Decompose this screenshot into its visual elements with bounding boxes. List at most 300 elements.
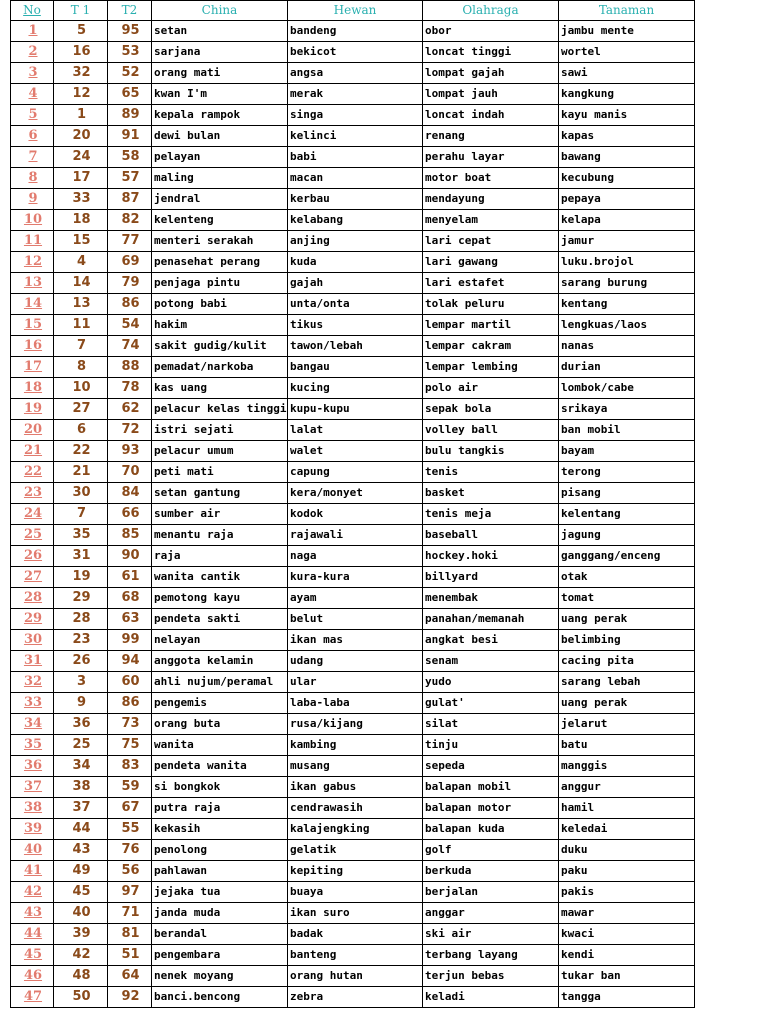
row-number-link[interactable]: 7 [28, 149, 38, 164]
cell-olahraga: keladi [423, 987, 559, 1008]
cell-tanaman: kapas [559, 126, 695, 147]
cell-tanaman: luku.brojol [559, 252, 695, 273]
cell-china: pendeta wanita [152, 756, 288, 777]
cell-no [11, 189, 54, 210]
header-no: No [11, 1, 54, 21]
table-row [11, 903, 695, 924]
cell-hewan: bekicot [288, 42, 423, 63]
cell-china: penasehat perang [152, 252, 288, 273]
cell-t1: 44 [54, 819, 108, 840]
cell-t2: 58 [108, 147, 152, 168]
cell-hewan: singa [288, 105, 423, 126]
row-number-link[interactable]: 18 [23, 380, 43, 395]
cell-tanaman: sawi [559, 63, 695, 84]
table-row [11, 924, 695, 945]
cell-no [11, 462, 54, 483]
cell-china: menteri serakah [152, 231, 288, 252]
cell-olahraga: berkuda [423, 861, 559, 882]
cell-olahraga: lompat jauh [423, 84, 559, 105]
table-row [11, 168, 695, 189]
cell-t2: 59 [108, 777, 152, 798]
cell-hewan: kelabang [288, 210, 423, 231]
cell-olahraga: ski air [423, 924, 559, 945]
cell-olahraga: tenis meja [423, 504, 559, 525]
cell-hewan: tikus [288, 315, 423, 336]
cell-hewan: kelinci [288, 126, 423, 147]
cell-no [11, 105, 54, 126]
cell-tanaman: lombok/cabe [559, 378, 695, 399]
cell-tanaman: mawar [559, 903, 695, 924]
row-number-link[interactable]: 43 [23, 905, 43, 920]
table-row [11, 777, 695, 798]
row-number-link[interactable]: 6 [28, 128, 38, 143]
cell-no [11, 504, 54, 525]
cell-china: kas uang [152, 378, 288, 399]
row-number-link[interactable]: 35 [23, 737, 43, 752]
cell-china: putra raja [152, 798, 288, 819]
cell-no [11, 294, 54, 315]
cell-china: pengembara [152, 945, 288, 966]
cell-no [11, 756, 54, 777]
cell-t1: 10 [54, 378, 108, 399]
table-row [11, 714, 695, 735]
row-number-link[interactable]: 47 [23, 989, 43, 1004]
cell-tanaman: jagung [559, 525, 695, 546]
cell-no [11, 126, 54, 147]
row-number-link[interactable]: 5 [28, 107, 38, 122]
cell-hewan: babi [288, 147, 423, 168]
cell-no [11, 273, 54, 294]
cell-t1: 40 [54, 903, 108, 924]
cell-hewan: cendrawasih [288, 798, 423, 819]
cell-china: wanita [152, 735, 288, 756]
cell-olahraga: sepak bola [423, 399, 559, 420]
table-row [11, 84, 695, 105]
table-row [11, 945, 695, 966]
cell-hewan: capung [288, 462, 423, 483]
cell-china: menantu raja [152, 525, 288, 546]
cell-tanaman: pisang [559, 483, 695, 504]
cell-china: potong babi [152, 294, 288, 315]
table-row [11, 294, 695, 315]
cell-china: peti mati [152, 462, 288, 483]
cell-hewan: badak [288, 924, 423, 945]
cell-no [11, 63, 54, 84]
cell-hewan: kambing [288, 735, 423, 756]
table-row [11, 861, 695, 882]
cell-hewan: rajawali [288, 525, 423, 546]
cell-china: pendeta sakti [152, 609, 288, 630]
row-number-link[interactable]: 29 [23, 611, 43, 626]
cell-t1: 38 [54, 777, 108, 798]
cell-hewan: anjing [288, 231, 423, 252]
number-table [10, 0, 695, 1008]
cell-tanaman: durian [559, 357, 695, 378]
cell-china: jejaka tua [152, 882, 288, 903]
cell-t2: 61 [108, 567, 152, 588]
table-row [11, 462, 695, 483]
cell-tanaman: cacing pita [559, 651, 695, 672]
cell-olahraga: obor [423, 21, 559, 42]
cell-china: sarjana [152, 42, 288, 63]
cell-olahraga: berjalan [423, 882, 559, 903]
header-china: China [152, 1, 288, 21]
cell-china: orang mati [152, 63, 288, 84]
cell-t2: 89 [108, 105, 152, 126]
header-hewan: Hewan [288, 1, 423, 21]
cell-olahraga: silat [423, 714, 559, 735]
cell-china: anggota kelamin [152, 651, 288, 672]
cell-t1: 17 [54, 168, 108, 189]
row-number-link[interactable]: 2 [28, 44, 38, 59]
cell-olahraga: golf [423, 840, 559, 861]
cell-china: hakim [152, 315, 288, 336]
table-row [11, 21, 695, 42]
table-row [11, 378, 695, 399]
cell-olahraga: lempar cakram [423, 336, 559, 357]
cell-no [11, 42, 54, 63]
cell-t1: 9 [54, 693, 108, 714]
cell-hewan: kupu-kupu [288, 399, 423, 420]
row-number-link[interactable]: 13 [23, 275, 43, 290]
cell-china: setan gantung [152, 483, 288, 504]
cell-t2: 97 [108, 882, 152, 903]
cell-hewan: ikan gabus [288, 777, 423, 798]
cell-olahraga: lempar lembing [423, 357, 559, 378]
row-number-link[interactable]: 16 [23, 338, 43, 353]
cell-tanaman: kangkung [559, 84, 695, 105]
table-row [11, 231, 695, 252]
cell-t2: 72 [108, 420, 152, 441]
header-t1: T 1 [54, 1, 108, 21]
table-row [11, 651, 695, 672]
cell-t1: 22 [54, 441, 108, 462]
cell-china: pengemis [152, 693, 288, 714]
table-row [11, 525, 695, 546]
cell-hewan: walet [288, 441, 423, 462]
cell-no [11, 336, 54, 357]
cell-t2: 60 [108, 672, 152, 693]
cell-t1: 26 [54, 651, 108, 672]
cell-no [11, 651, 54, 672]
row-number-link[interactable]: 10 [23, 212, 43, 227]
cell-no [11, 903, 54, 924]
cell-tanaman: kelapa [559, 210, 695, 231]
row-number-link[interactable]: 39 [23, 821, 43, 836]
cell-olahraga: balapan kuda [423, 819, 559, 840]
cell-olahraga: yudo [423, 672, 559, 693]
cell-china: penolong [152, 840, 288, 861]
table-row [11, 798, 695, 819]
cell-t1: 34 [54, 756, 108, 777]
cell-tanaman: batu [559, 735, 695, 756]
cell-t1: 36 [54, 714, 108, 735]
cell-olahraga: bulu tangkis [423, 441, 559, 462]
cell-hewan: ikan suro [288, 903, 423, 924]
cell-t1: 3 [54, 672, 108, 693]
cell-no [11, 210, 54, 231]
cell-hewan: merak [288, 84, 423, 105]
cell-china: pemotong kayu [152, 588, 288, 609]
cell-t2: 92 [108, 987, 152, 1008]
cell-t1: 5 [54, 21, 108, 42]
cell-tanaman: nanas [559, 336, 695, 357]
row-number-link[interactable]: 33 [23, 695, 43, 710]
table-row [11, 336, 695, 357]
cell-china: janda muda [152, 903, 288, 924]
cell-china: sakit gudig/kulit [152, 336, 288, 357]
row-number-link[interactable]: 41 [23, 863, 43, 878]
cell-tanaman: belimbing [559, 630, 695, 651]
cell-tanaman: uang perak [559, 693, 695, 714]
cell-china: kelenteng [152, 210, 288, 231]
table-row [11, 105, 695, 126]
table-body [11, 21, 695, 1008]
cell-olahraga: anggar [423, 903, 559, 924]
cell-china: nenek moyang [152, 966, 288, 987]
row-number-link[interactable]: 3 [28, 65, 38, 80]
cell-china: si bongkok [152, 777, 288, 798]
cell-olahraga: tolak peluru [423, 294, 559, 315]
cell-olahraga: angkat besi [423, 630, 559, 651]
cell-hewan: ular [288, 672, 423, 693]
cell-no [11, 798, 54, 819]
row-number-link[interactable]: 37 [23, 779, 43, 794]
cell-no [11, 777, 54, 798]
cell-no [11, 588, 54, 609]
cell-china: pelayan [152, 147, 288, 168]
cell-no [11, 315, 54, 336]
cell-china: sumber air [152, 504, 288, 525]
cell-t1: 30 [54, 483, 108, 504]
cell-tanaman: kayu manis [559, 105, 695, 126]
cell-china: setan [152, 21, 288, 42]
cell-no [11, 714, 54, 735]
cell-t2: 93 [108, 441, 152, 462]
cell-tanaman: pakis [559, 882, 695, 903]
cell-tanaman: paku [559, 861, 695, 882]
header-t2: T2 [108, 1, 152, 21]
row-number-link[interactable]: 1 [28, 23, 38, 38]
cell-t2: 90 [108, 546, 152, 567]
row-number-link[interactable]: 26 [23, 548, 43, 563]
cell-hewan: kura-kura [288, 567, 423, 588]
table-row [11, 147, 695, 168]
table-row [11, 210, 695, 231]
cell-no [11, 924, 54, 945]
cell-hewan: lalat [288, 420, 423, 441]
row-number-link[interactable]: 19 [23, 401, 43, 416]
cell-olahraga: hockey.hoki [423, 546, 559, 567]
cell-t1: 29 [54, 588, 108, 609]
header-tanaman: Tanaman [559, 1, 695, 21]
cell-hewan: belut [288, 609, 423, 630]
cell-olahraga: gulat' [423, 693, 559, 714]
cell-tanaman: tangga [559, 987, 695, 1008]
header-row [11, 1, 695, 21]
cell-hewan: gajah [288, 273, 423, 294]
cell-no [11, 546, 54, 567]
cell-t2: 79 [108, 273, 152, 294]
cell-olahraga: menembak [423, 588, 559, 609]
cell-t2: 86 [108, 294, 152, 315]
row-number-link[interactable]: 32 [23, 674, 43, 689]
cell-no [11, 378, 54, 399]
row-number-link[interactable]: 38 [23, 800, 43, 815]
cell-hewan: kucing [288, 378, 423, 399]
cell-olahraga: lompat gajah [423, 63, 559, 84]
cell-no [11, 693, 54, 714]
table-row [11, 672, 695, 693]
cell-china: banci.bencong [152, 987, 288, 1008]
cell-t1: 45 [54, 882, 108, 903]
table-row [11, 42, 695, 63]
cell-hewan: unta/onta [288, 294, 423, 315]
cell-tanaman: bayam [559, 441, 695, 462]
cell-tanaman: bawang [559, 147, 695, 168]
cell-t1: 43 [54, 840, 108, 861]
table-row [11, 483, 695, 504]
row-number-link[interactable]: 23 [23, 485, 43, 500]
cell-no [11, 861, 54, 882]
table-row [11, 189, 695, 210]
table-row [11, 609, 695, 630]
row-number-link[interactable]: 36 [23, 758, 43, 773]
cell-china: raja [152, 546, 288, 567]
cell-olahraga: lari cepat [423, 231, 559, 252]
cell-hewan: ayam [288, 588, 423, 609]
table-row [11, 987, 695, 1008]
cell-no [11, 840, 54, 861]
cell-t1: 20 [54, 126, 108, 147]
row-number-link[interactable]: 40 [23, 842, 43, 857]
row-number-link[interactable]: 31 [23, 653, 43, 668]
row-number-link[interactable]: 46 [23, 968, 43, 983]
cell-tanaman: ban mobil [559, 420, 695, 441]
cell-hewan: udang [288, 651, 423, 672]
cell-olahraga: volley ball [423, 420, 559, 441]
cell-tanaman: kwaci [559, 924, 695, 945]
cell-tanaman: sarang burung [559, 273, 695, 294]
cell-tanaman: jamur [559, 231, 695, 252]
cell-t1: 31 [54, 546, 108, 567]
row-number-link[interactable]: 8 [28, 170, 38, 185]
cell-hewan: zebra [288, 987, 423, 1008]
row-number-link[interactable]: 45 [23, 947, 43, 962]
cell-olahraga: billyard [423, 567, 559, 588]
cell-t2: 82 [108, 210, 152, 231]
table-row [11, 840, 695, 861]
cell-t2: 73 [108, 714, 152, 735]
row-number-link[interactable]: 34 [23, 716, 43, 731]
cell-china: jendral [152, 189, 288, 210]
row-number-link[interactable]: 17 [23, 359, 43, 374]
row-number-link[interactable]: 30 [23, 632, 43, 647]
cell-t2: 63 [108, 609, 152, 630]
row-number-link[interactable]: 14 [23, 296, 43, 311]
row-number-link[interactable]: 42 [23, 884, 43, 899]
cell-t1: 33 [54, 189, 108, 210]
cell-hewan: orang hutan [288, 966, 423, 987]
cell-hewan: ikan mas [288, 630, 423, 651]
cell-olahraga: basket [423, 483, 559, 504]
row-number-link[interactable]: 25 [23, 527, 43, 542]
row-number-link[interactable]: 28 [23, 590, 43, 605]
cell-hewan: banteng [288, 945, 423, 966]
cell-olahraga: lari gawang [423, 252, 559, 273]
table-row [11, 441, 695, 462]
table-row [11, 819, 695, 840]
row-number-link[interactable]: 11 [23, 233, 43, 248]
cell-hewan: musang [288, 756, 423, 777]
cell-t2: 71 [108, 903, 152, 924]
cell-t1: 25 [54, 735, 108, 756]
cell-t1: 27 [54, 399, 108, 420]
table-row [11, 420, 695, 441]
cell-china: istri sejati [152, 420, 288, 441]
row-number-link[interactable]: 9 [28, 191, 38, 206]
row-number-link[interactable]: 15 [23, 317, 43, 332]
row-number-link[interactable]: 22 [23, 464, 43, 479]
row-number-link[interactable]: 4 [28, 86, 38, 101]
row-number-link[interactable]: 21 [23, 443, 43, 458]
cell-olahraga: balapan motor [423, 798, 559, 819]
cell-china: nelayan [152, 630, 288, 651]
table-row [11, 588, 695, 609]
cell-hewan: kera/monyet [288, 483, 423, 504]
cell-t1: 14 [54, 273, 108, 294]
table-row [11, 693, 695, 714]
cell-t2: 51 [108, 945, 152, 966]
cell-t1: 35 [54, 525, 108, 546]
table-row [11, 315, 695, 336]
cell-olahraga: loncat indah [423, 105, 559, 126]
cell-t1: 1 [54, 105, 108, 126]
cell-hewan: naga [288, 546, 423, 567]
cell-olahraga: loncat tinggi [423, 42, 559, 63]
table-row [11, 357, 695, 378]
cell-t2: 85 [108, 525, 152, 546]
cell-hewan: rusa/kijang [288, 714, 423, 735]
cell-no [11, 735, 54, 756]
row-number-link[interactable]: 24 [23, 506, 43, 521]
cell-t1: 13 [54, 294, 108, 315]
row-number-link[interactable]: 12 [23, 254, 43, 269]
cell-t1: 48 [54, 966, 108, 987]
row-number-link[interactable]: 44 [23, 926, 43, 941]
cell-china: ahli nujum/peramal [152, 672, 288, 693]
cell-china: penjaga pintu [152, 273, 288, 294]
row-number-link[interactable]: 20 [23, 422, 43, 437]
cell-olahraga: perahu layar [423, 147, 559, 168]
cell-t2: 64 [108, 966, 152, 987]
cell-tanaman: wortel [559, 42, 695, 63]
cell-t2: 99 [108, 630, 152, 651]
cell-china: pemadat/narkoba [152, 357, 288, 378]
cell-hewan: kuda [288, 252, 423, 273]
cell-no [11, 399, 54, 420]
cell-tanaman: keledai [559, 819, 695, 840]
cell-no [11, 819, 54, 840]
row-number-link[interactable]: 27 [23, 569, 43, 584]
cell-t2: 65 [108, 84, 152, 105]
cell-tanaman: uang perak [559, 609, 695, 630]
cell-no [11, 882, 54, 903]
cell-t1: 6 [54, 420, 108, 441]
cell-t2: 52 [108, 63, 152, 84]
cell-olahraga: baseball [423, 525, 559, 546]
cell-tanaman: manggis [559, 756, 695, 777]
